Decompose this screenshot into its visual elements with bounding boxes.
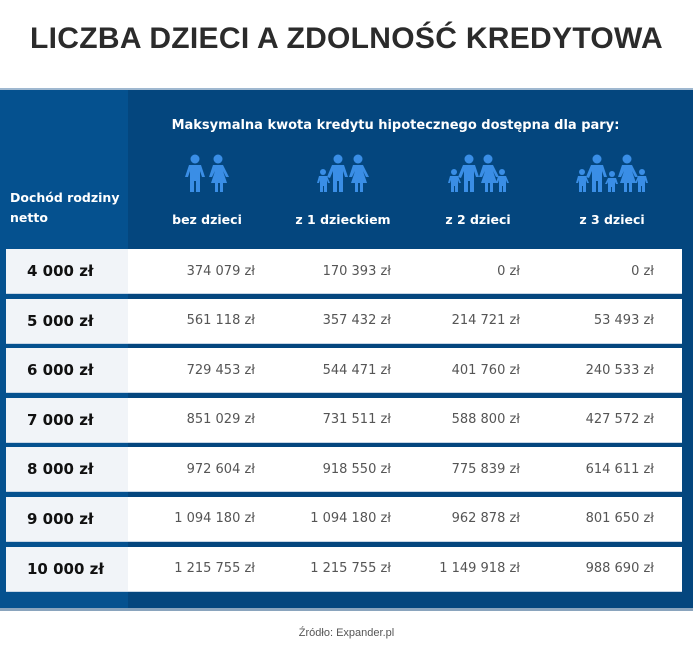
column-label: z 3 dzieci: [579, 212, 645, 227]
table-row: [6, 497, 682, 542]
value-cell-no-children: 561 118 zł: [186, 313, 255, 329]
panel-bottom-border: [0, 608, 693, 611]
value-cell-one-child: 918 550 zł: [322, 461, 391, 477]
column-header-three-children: [547, 150, 677, 227]
income-cell: 4 000 zł: [6, 249, 128, 293]
table-row: [6, 447, 682, 492]
value-cell-no-children: 374 079 zł: [186, 263, 255, 279]
column-header-one-child: [278, 150, 408, 227]
value-cell-two-children: 962 878 zł: [451, 511, 520, 527]
value-cell-one-child: 357 432 zł: [322, 313, 391, 329]
value-cell-no-children: 1 215 755 zł: [174, 561, 255, 577]
value-cell-no-children: 851 029 zł: [186, 412, 255, 428]
value-cell-one-child: 170 393 zł: [322, 263, 391, 279]
income-cell: 5 000 zł: [6, 299, 128, 343]
value-cell-no-children: 972 604 zł: [186, 461, 255, 477]
value-cell-three-children: 614 611 zł: [585, 461, 654, 477]
table-super-header: Maksymalna kwota kredytu hipotecznego dostępna dla pary:: [171, 118, 620, 133]
value-cell-one-child: 544 471 zł: [322, 362, 391, 378]
value-cell-three-children: 988 690 zł: [585, 561, 654, 577]
value-cell-two-children: 775 839 zł: [451, 461, 520, 477]
table-row: [6, 547, 682, 592]
value-cell-two-children: 1 149 918 zł: [439, 561, 520, 577]
value-cell-no-children: 1 094 180 zł: [174, 511, 255, 527]
column-label: bez dzieci: [172, 212, 242, 227]
value-cell-three-children: 0 zł: [631, 263, 654, 279]
income-cell: 6 000 zł: [6, 348, 128, 392]
page-title: LICZBA DZIECI A ZDOLNOŚĆ KREDYTOWA: [30, 22, 663, 55]
table-row: [6, 398, 682, 443]
column-label: z 1 dzieckiem: [295, 212, 391, 227]
table-row: [6, 348, 682, 393]
income-cell: 9 000 zł: [6, 497, 128, 541]
couple-icon: [142, 150, 272, 194]
income-column-header: Dochód rodziny netto: [10, 190, 120, 225]
value-cell-one-child: 731 511 zł: [322, 412, 391, 428]
income-cell: 10 000 zł: [6, 547, 128, 591]
credit-table-panel: [0, 88, 693, 608]
column-header-no-children: [142, 150, 272, 227]
value-cell-two-children: 401 760 zł: [451, 362, 520, 378]
family-two-children-icon: [413, 150, 543, 194]
value-cell-three-children: 427 572 zł: [585, 412, 654, 428]
table-row: [6, 249, 682, 294]
value-cell-three-children: 53 493 zł: [593, 313, 654, 329]
value-cell-three-children: 801 650 zł: [585, 511, 654, 527]
table-body: [6, 249, 682, 596]
column-header-two-children: [413, 150, 543, 227]
value-cell-three-children: 240 533 zł: [585, 362, 654, 378]
value-cell-two-children: 0 zł: [497, 263, 520, 279]
value-cell-two-children: 214 721 zł: [451, 313, 520, 329]
value-cell-one-child: 1 094 180 zł: [310, 511, 391, 527]
family-three-children-icon: [547, 150, 677, 194]
income-cell: 8 000 zł: [6, 447, 128, 491]
column-label: z 2 dzieci: [445, 212, 511, 227]
source-caption: Źródło: Expander.pl: [298, 627, 395, 639]
family-one-child-icon: [278, 150, 408, 194]
value-cell-two-children: 588 800 zł: [451, 412, 520, 428]
income-cell: 7 000 zł: [6, 398, 128, 442]
value-cell-no-children: 729 453 zł: [186, 362, 255, 378]
table-row: [6, 299, 682, 344]
value-cell-one-child: 1 215 755 zł: [310, 561, 391, 577]
